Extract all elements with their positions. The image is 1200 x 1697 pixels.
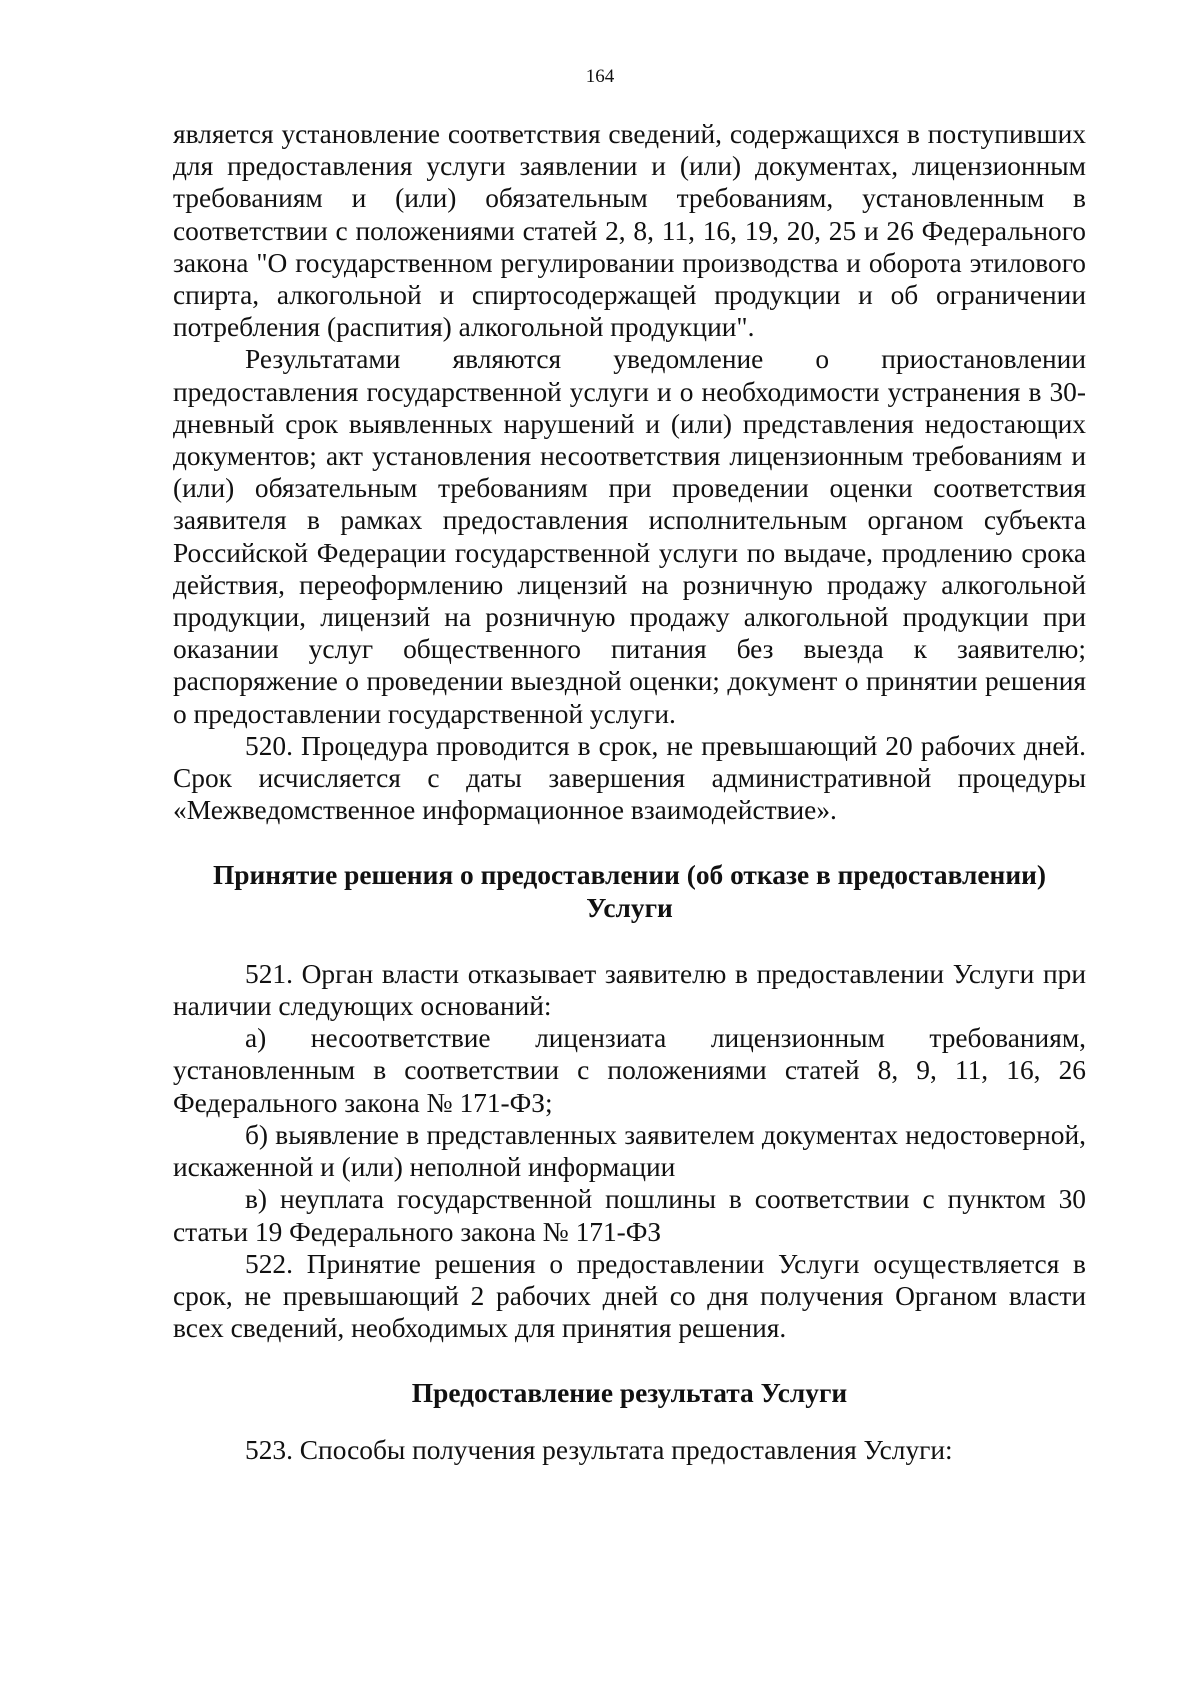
paragraph-continuation: является установление соответствия сведений, содержащихся в поступивших для предоставления услуги заявлении и (или) документах, лицензионным требованиям и (или) обязательным требованиям, установленным в соответствии с положениями статей 2, 8, 11, 16, 19, 20, 25 и 26 Федерального закона "О государственном регулировании производства и оборота этилового спирта, алкогольной и спиртосодержащей продукции и об ограничении потребления (распития) алкогольной продукции". bbox=[173, 119, 1086, 343]
paragraph-521-a: а) несоответствие лицензиата лицензионным требованиям, установленным в соответствии с положениями статей 8, 9, 11, 16, 26 Федерального закона № 171-ФЗ; bbox=[173, 1023, 1086, 1118]
section-heading-result: Предоставление результата Услуги bbox=[411, 1378, 848, 1409]
section-heading-decision-line1: Принятие решения о предоставлении (об отказе в предоставлении) bbox=[212, 860, 1047, 891]
paragraph-521: 521. Орган власти отказывает заявителю в предоставлении Услуги при наличии следующих оснований: bbox=[173, 958, 1086, 1022]
section-heading-decision bbox=[173, 859, 1086, 923]
paragraph-521-c: в) неуплата государственной пошлины в соответствии с пунктом 30 статьи 19 Федерального закона № 171-ФЗ bbox=[173, 1184, 1086, 1247]
document-body bbox=[173, 118, 1086, 1466]
page-number: 164 bbox=[585, 66, 615, 87]
paragraph-521-b: б) выявление в представленных заявителем документах недостоверной, искаженной и (или) неполной информации bbox=[173, 1119, 1086, 1183]
paragraph-522: 522. Принятие решения о предоставлении Услуги осуществляется в срок, не превышающий 2 рабочих дней со дня получения Органом власти всех сведений, необходимых для принятия решения. bbox=[173, 1248, 1086, 1344]
paragraph-520: 520. Процедура проводится в срок, не превышающий 20 рабочих дней. Срок исчисляется с даты завершения административной процедуры «Межведомственное информационное взаимодействие». bbox=[173, 730, 1086, 826]
paragraph-523: 523. Способы получения результата предоставления Услуги: bbox=[245, 1434, 953, 1465]
paragraph-results: Результатами являются уведомление о приостановлении предоставления государственной услуги и о необходимости устранения в 30-дневный срок выявленных нарушений и (или) представления недостающих документов; акт установления несоответствия лицензионным требованиям и (или) обязательным требованиям при проведении оценки соответствия заявителя в рамках предоставления исполнительным органом субъекта Российской Федерации государственной услуги по выдаче, продлению срока действия, переоформлению лицензий на розничную продажу алкогольной продукции, лицензий на розничную продажу алкогольной продукции при оказании услуг общественного питания без выезда к заявителю; распоряжение о проведении выездной оценки; документ о принятии решения о предоставлении государственной услуги. bbox=[173, 344, 1086, 729]
section-heading-decision-line2: Услуги bbox=[586, 892, 673, 923]
